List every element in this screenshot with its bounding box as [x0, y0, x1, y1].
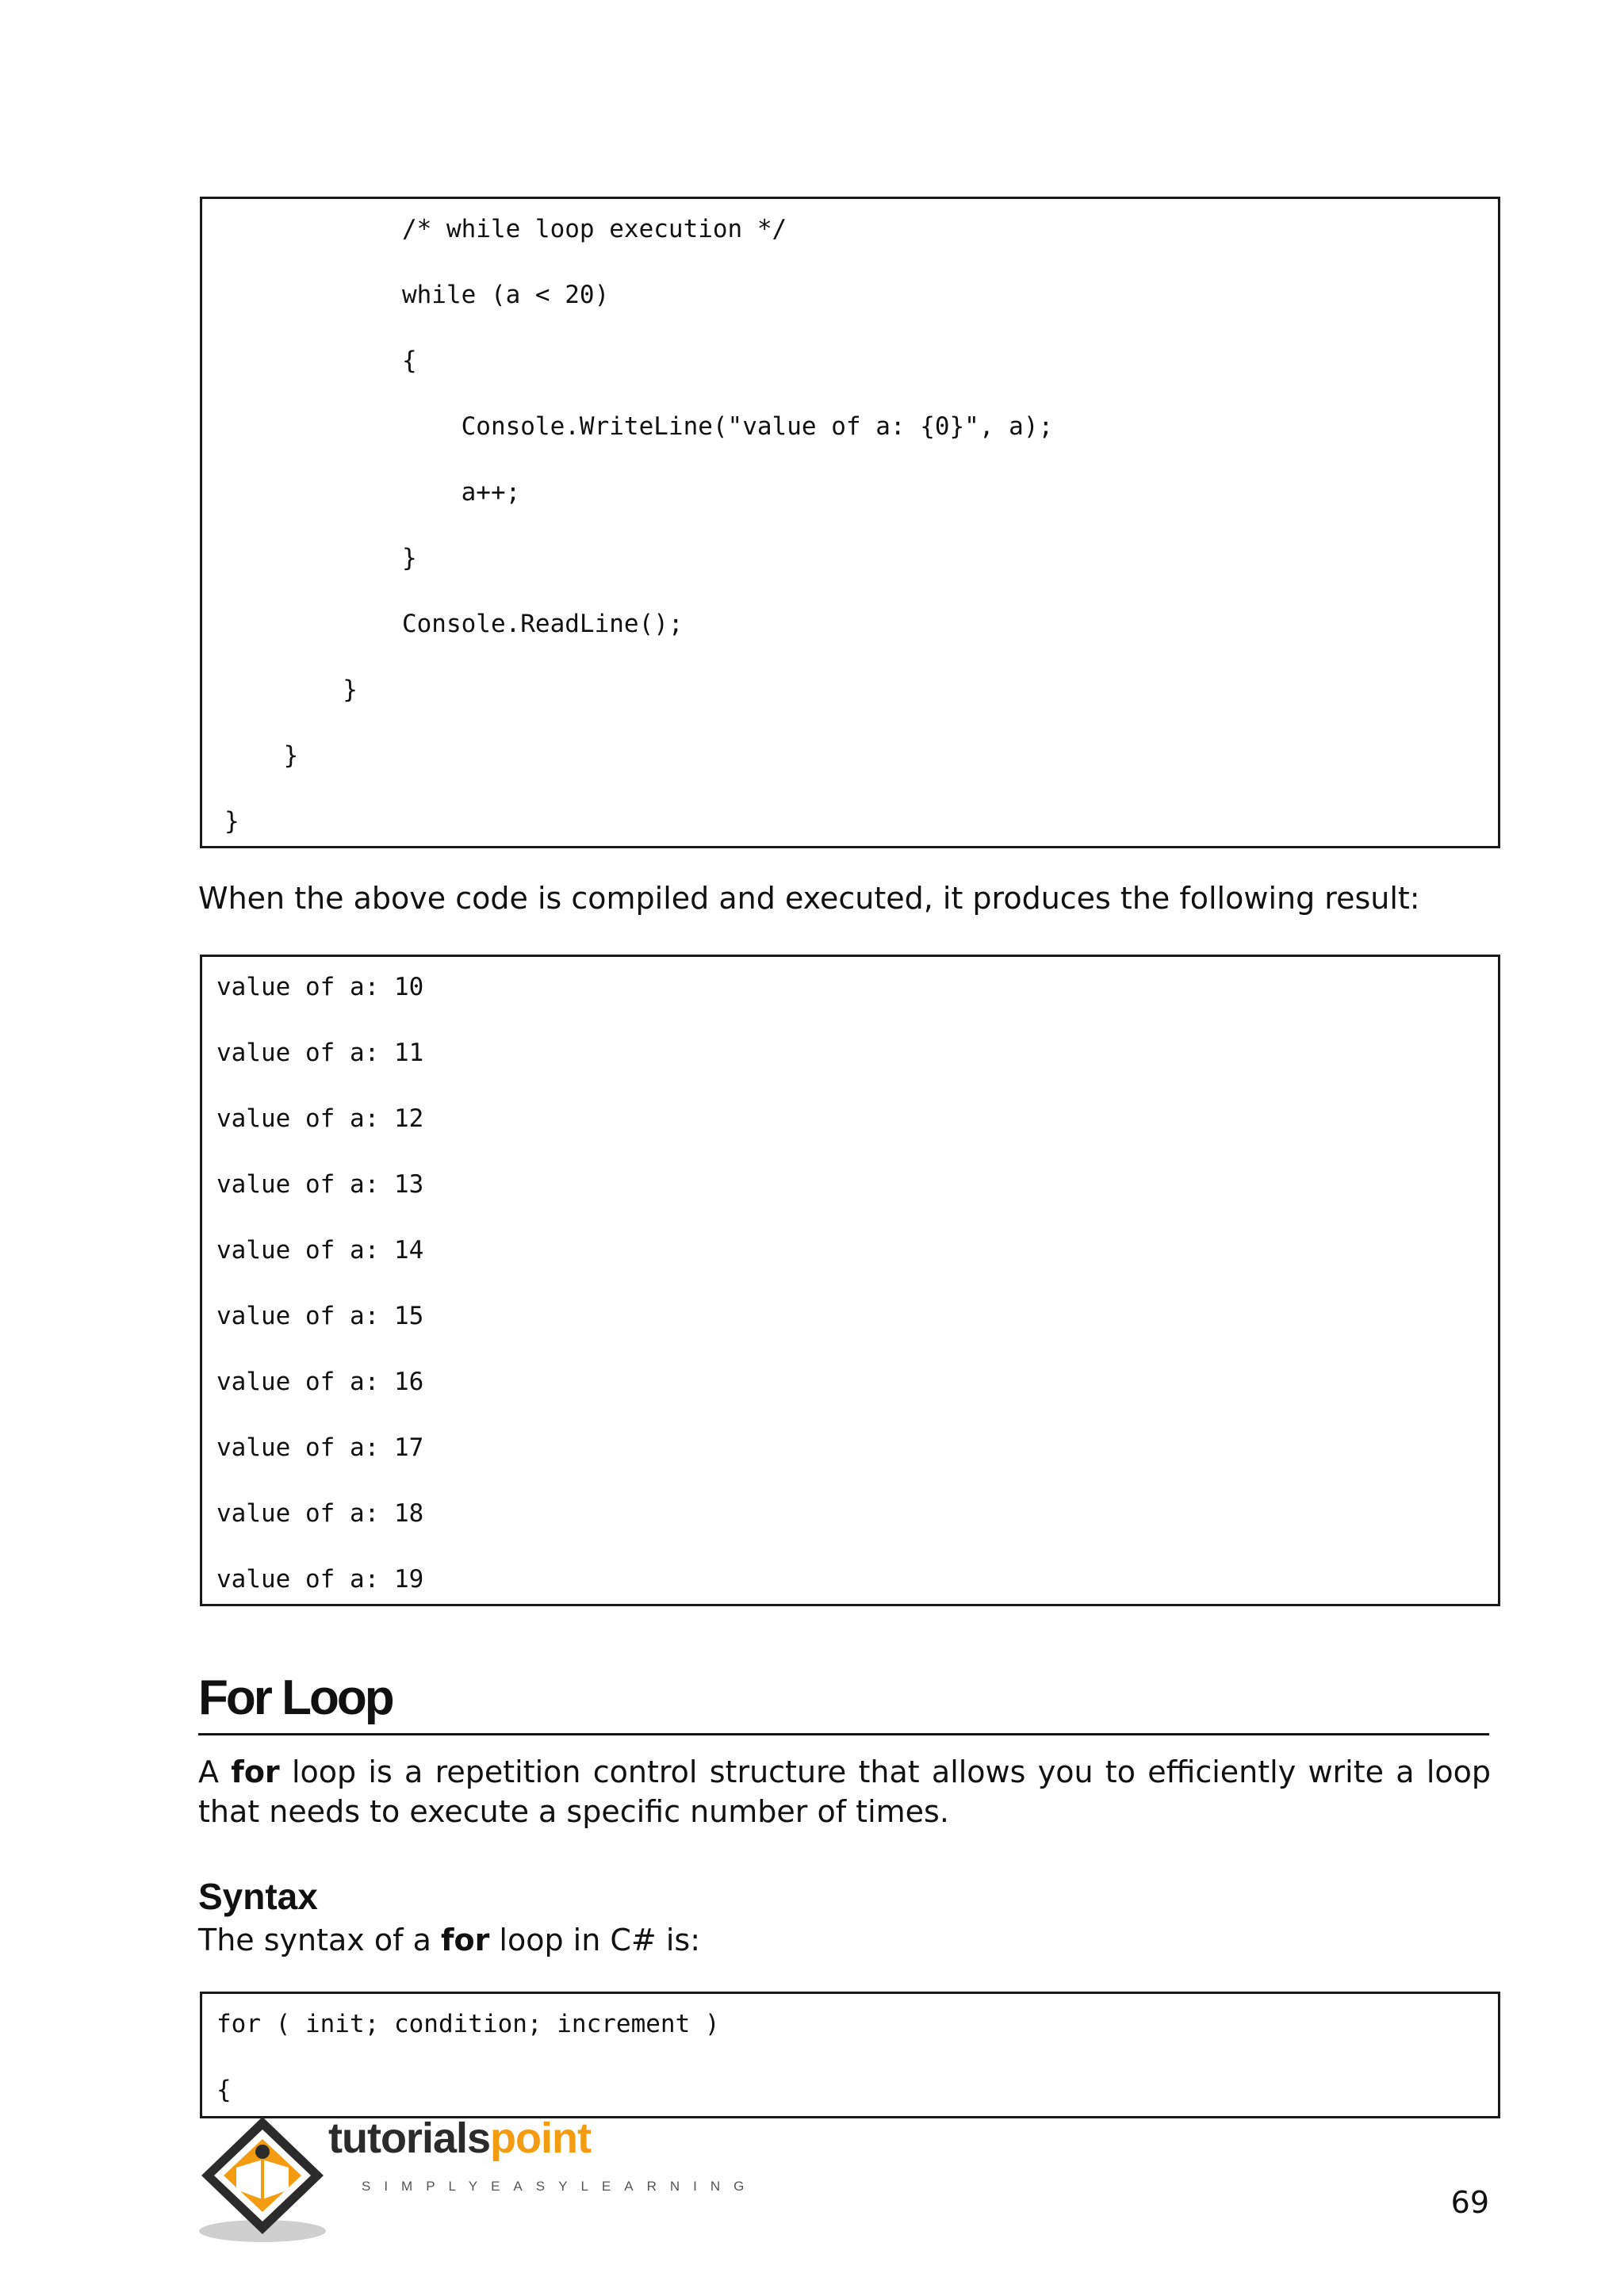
for-loop-intro-line-2: that needs to execute a specific number of times. [198, 1794, 949, 1829]
for-loop-intro-line-1: A for loop is a repetition control structure that allows you to efficiently write a loop [198, 1755, 1492, 1789]
output-line: value of a: 12 [216, 1104, 424, 1133]
code-block-output [200, 955, 1500, 1606]
output-line: value of a: 10 [216, 973, 424, 1001]
syntax-text: The syntax of a for loop in C# is: [198, 1923, 701, 1957]
section-heading: For Loop [198, 1670, 393, 1725]
code-line: { [216, 2076, 232, 2104]
output-line: value of a: 15 [216, 1302, 424, 1330]
result-intro-text: When the above code is compiled and executed, it produces the following result: [198, 881, 1420, 916]
code-line: a++; [224, 478, 521, 507]
code-block-for-syntax [200, 1992, 1500, 2118]
keyword-for: for [231, 1755, 280, 1789]
code-line: } [224, 741, 299, 770]
code-line: Console.WriteLine("value of a: {0}", a); [224, 412, 1054, 441]
keyword-for: for [440, 1923, 490, 1957]
output-line: value of a: 14 [216, 1236, 424, 1265]
code-block-while [200, 197, 1500, 848]
code-line: { [224, 346, 417, 375]
syntax-heading: Syntax [198, 1876, 318, 1917]
code-line: } [224, 675, 358, 704]
logo-emblem-icon [195, 2112, 330, 2247]
code-line: } [224, 544, 417, 572]
output-line: value of a: 17 [216, 1433, 424, 1462]
output-line: value of a: 13 [216, 1170, 424, 1199]
code-line: while (a < 20) [224, 281, 610, 309]
logo-tagline: SIMPLYEASYLEARNING [362, 2179, 758, 2194]
logo-wordmark: tutorialspoint [328, 2114, 591, 2162]
output-line: value of a: 16 [216, 1368, 424, 1396]
output-line: value of a: 11 [216, 1039, 424, 1067]
output-line: value of a: 18 [216, 1499, 424, 1528]
tutorialspoint-logo [195, 2112, 758, 2247]
code-line: for ( init; condition; increment ) [216, 2010, 720, 2038]
code-line: Console.ReadLine(); [224, 610, 684, 638]
code-line: } [224, 807, 239, 836]
page-number: 69 [1450, 2185, 1489, 2220]
code-line: /* while loop execution */ [224, 215, 787, 243]
heading-divider [198, 1733, 1489, 1735]
output-line: value of a: 19 [216, 1565, 424, 1594]
